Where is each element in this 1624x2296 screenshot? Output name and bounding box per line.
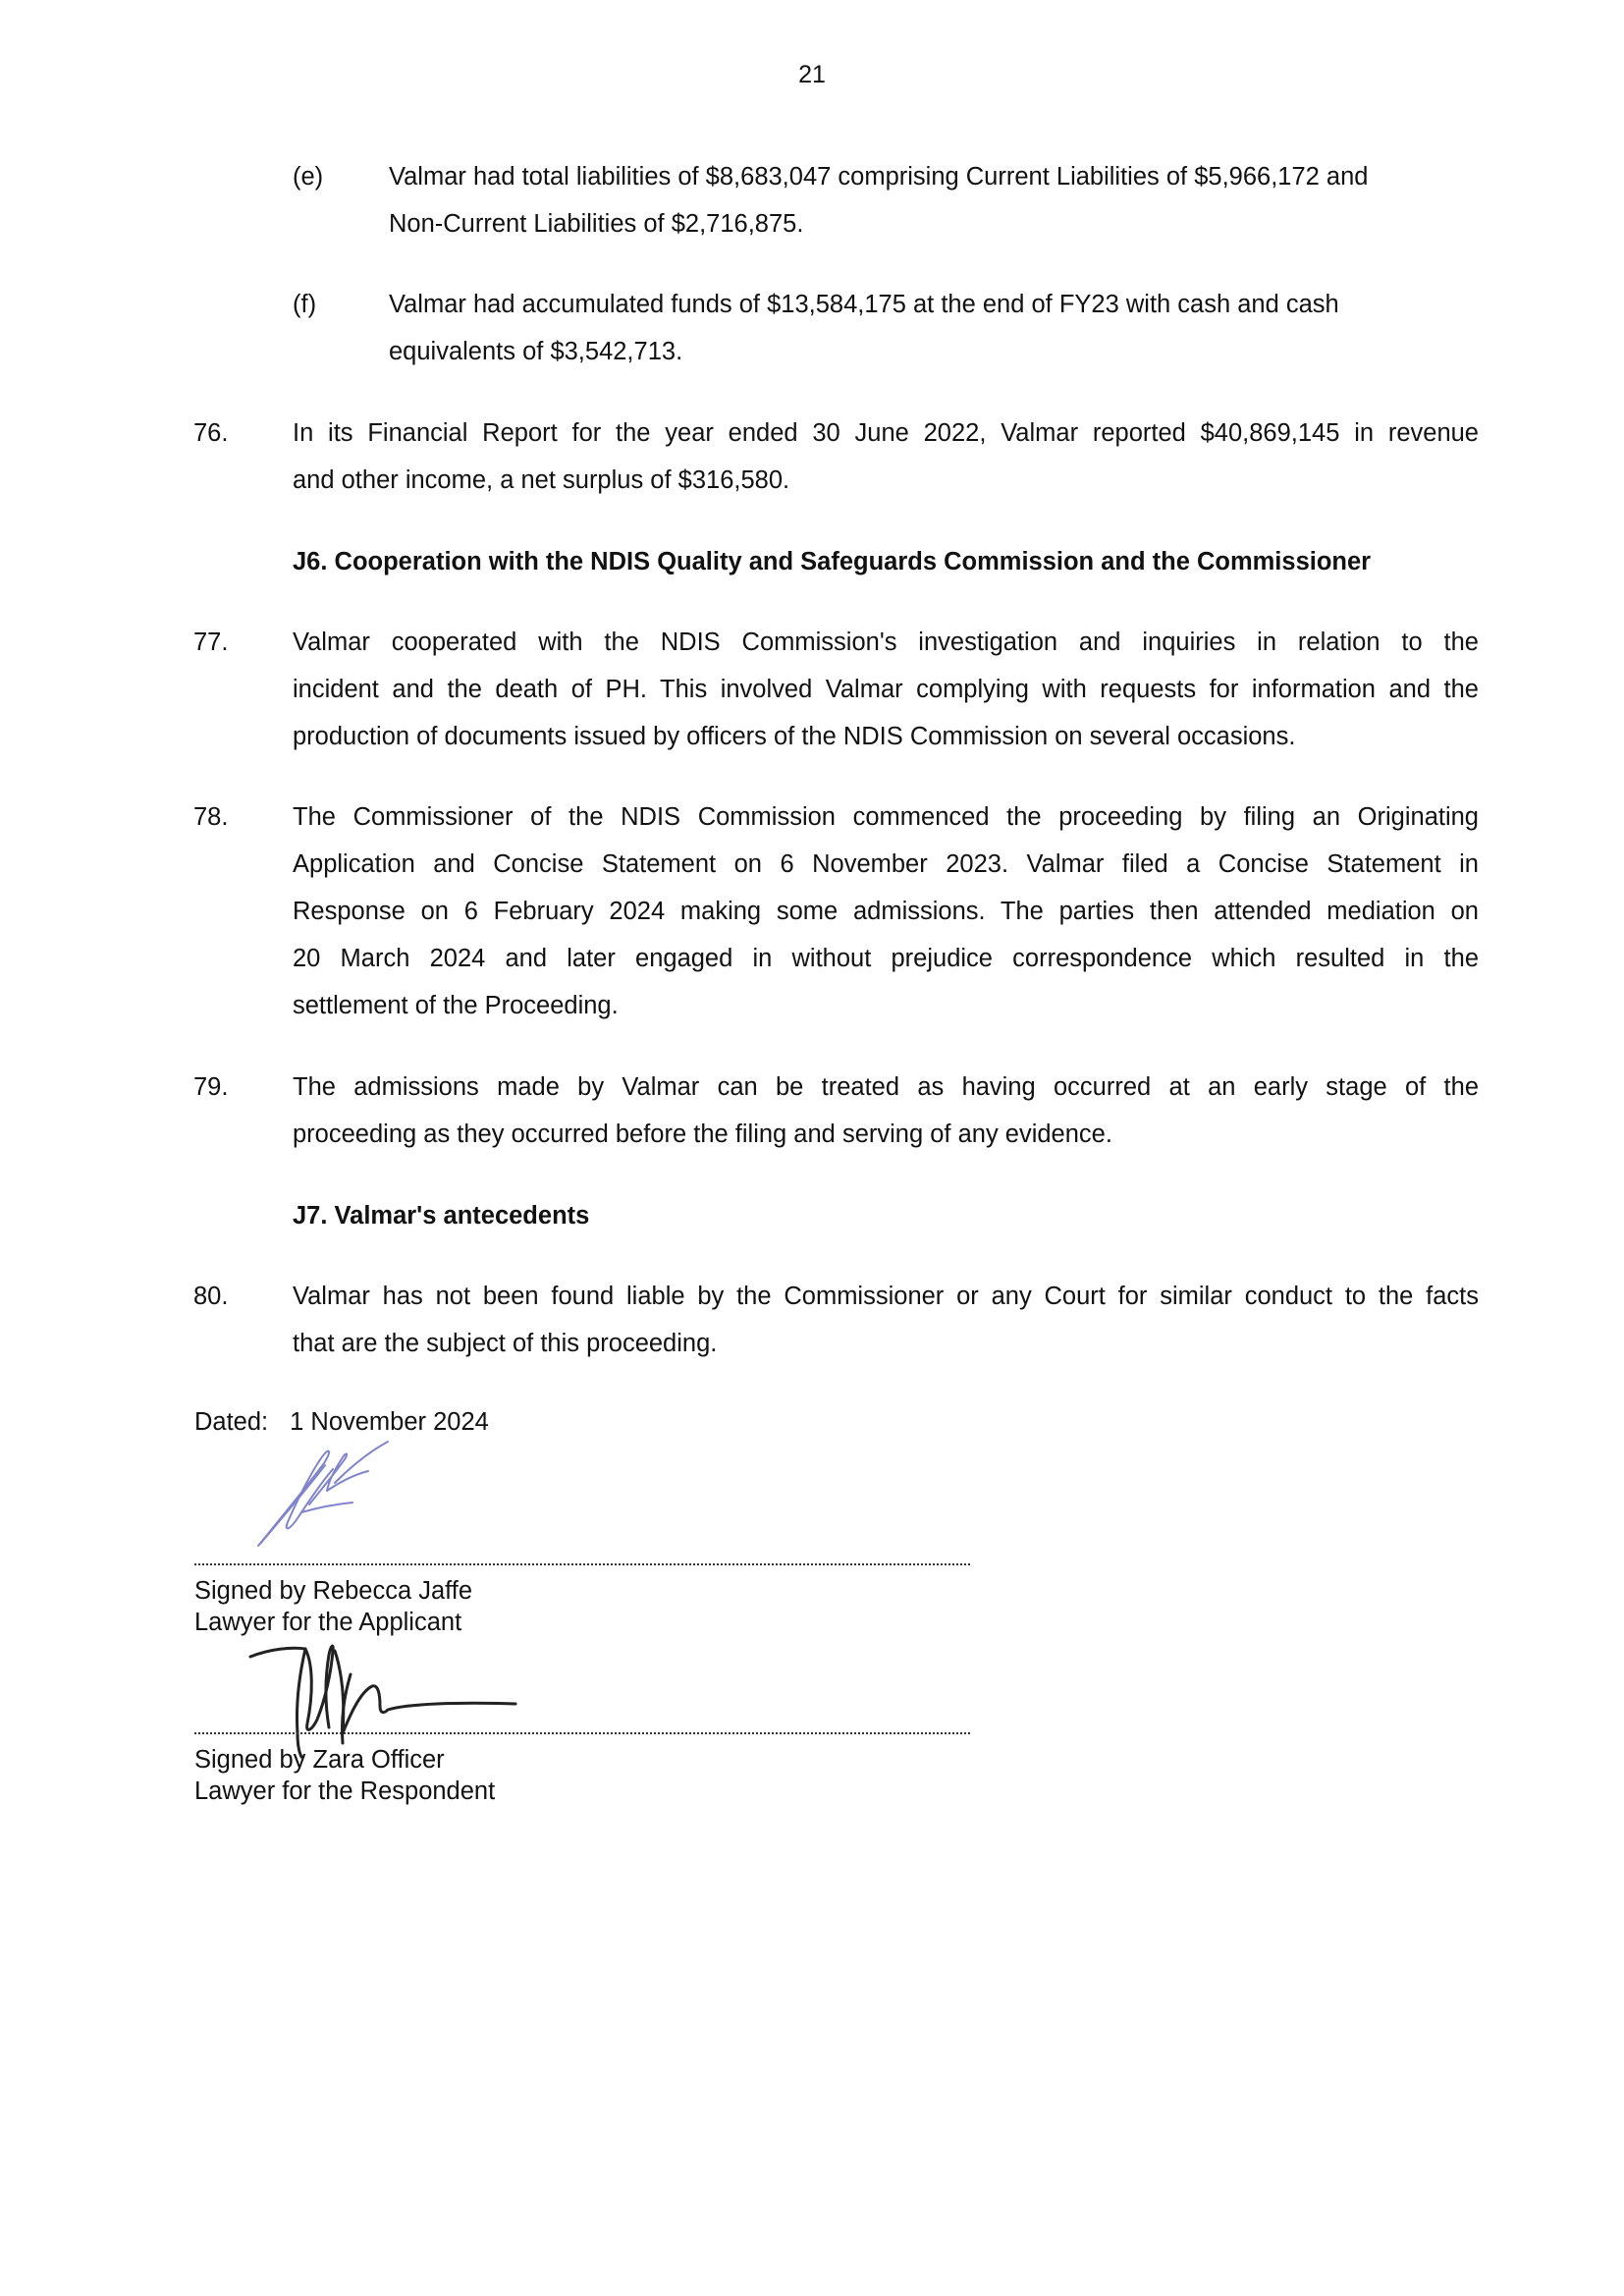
respondent-role: Lawyer for the Respondent [194,1777,496,1805]
paragraph-number-79: 79. [193,1073,229,1101]
subparagraph-e-line: Valmar had total liabilities of $8,683,047 comprising Current Liabilities of $5,966,172 and [389,163,1369,191]
paragraph-78-line: Application and Concise Statement on 6 November 2023. Valmar filed a Concise Statement in [293,850,1479,878]
subparagraph-label-e: (e) [293,163,324,191]
paragraph-78-line: The Commissioner of the NDIS Commission commenced the proceeding by filing an Originating [293,803,1479,831]
paragraph-76 [293,410,1479,504]
subparagraph-f-line: Valmar had accumulated funds of $13,584,175 at the end of FY23 with cash and cash [389,291,1339,318]
applicant-signer-block [194,1575,472,1638]
dated-value: 1 November 2024 [290,1408,489,1436]
applicant-signature-line [194,1563,970,1565]
paragraph-76-line: and other income, a net surplus of $316,580. [293,466,790,494]
paragraph-80-line: Valmar has not been found liable by the Commissioner or any Court for similar conduct to the facts [293,1283,1479,1310]
paragraph-number-78: 78. [193,803,229,831]
subparagraph-f [389,281,1479,375]
respondent-signed-by: Signed by Zara Officer [194,1746,445,1774]
paragraph-78-line: 20 March 2024 and later engaged in without prejudice correspondence which resulted in the [293,945,1479,972]
section-heading-j6: J6. Cooperation with the NDIS Quality and Safeguards Commission and the Commissioner [293,548,1372,575]
paragraph-78-line: Response on 6 February 2024 making some admissions. The parties then attended mediation on [293,898,1479,925]
paragraph-80 [293,1273,1479,1367]
respondent-signature-line [194,1732,970,1734]
paragraph-80-line: that are the subject of this proceeding. [293,1330,718,1357]
paragraph-79-line: The admissions made by Valmar can be treated as having occurred at an early stage of the [293,1073,1479,1101]
page-number: 21 [798,61,826,88]
paragraph-number-80: 80. [193,1283,229,1310]
paragraph-76-line: In its Financial Report for the year ended 30 June 2022, Valmar reported $40,869,145 in revenue [293,419,1479,447]
paragraph-79 [293,1064,1479,1158]
subparagraph-e-line: Non-Current Liabilities of $2,716,875. [389,210,804,238]
subparagraph-label-f: (f) [293,291,317,318]
paragraph-79-line: proceeding as they occurred before the filing and serving of any evidence. [293,1121,1112,1148]
paragraph-77-line: Valmar cooperated with the NDIS Commission's investigation and inquiries in relation to the [293,629,1479,656]
paragraph-number-77: 77. [193,629,229,656]
paragraph-77-line: production of documents issued by officers of the NDIS Commission on several occasions. [293,723,1296,750]
paragraph-77 [293,619,1479,760]
applicant-signature [250,1436,417,1554]
subparagraph-e [389,153,1479,247]
paragraph-number-76: 76. [193,419,229,447]
applicant-role: Lawyer for the Applicant [194,1609,462,1636]
section-heading-j7: J7. Valmar's antecedents [293,1202,590,1230]
paragraph-78-line: settlement of the Proceeding. [293,992,619,1019]
subparagraph-f-line: equivalents of $3,542,713. [389,338,683,365]
paragraph-77-line: incident and the death of PH. This involved Valmar complying with requests for information and the [293,676,1479,703]
dated-label: Dated: [194,1408,269,1436]
respondent-signer-block [194,1744,495,1807]
applicant-signed-by: Signed by Rebecca Jaffe [194,1577,473,1605]
paragraph-78 [293,793,1479,1029]
